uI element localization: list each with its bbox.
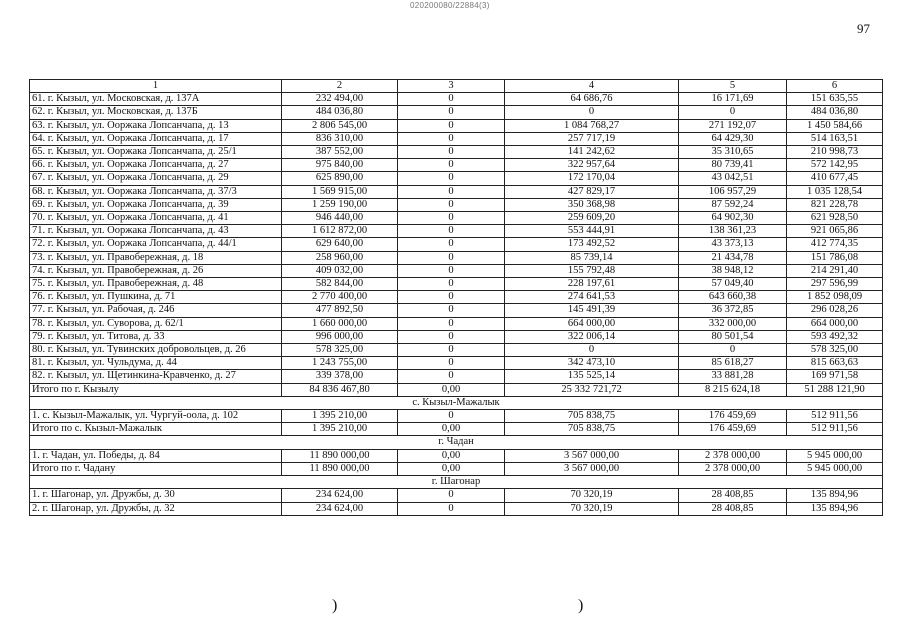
column-number-row xyxy=(30,80,883,93)
address-cell: 81. г. Кызыл, ул. Чульдума, д. 44 xyxy=(30,357,282,370)
value-cell: 0 xyxy=(679,344,787,357)
value-cell: 28 408,85 xyxy=(679,489,787,502)
value-cell: 51 288 121,90 xyxy=(787,383,883,396)
value-cell: 258 960,00 xyxy=(282,251,398,264)
address-cell: 75. г. Кызыл, ул. Правобережная, д. 48 xyxy=(30,278,282,291)
table-row xyxy=(30,238,883,251)
value-cell: 135 894,96 xyxy=(787,502,883,515)
value-cell: 0,00 xyxy=(398,449,505,462)
value-cell: 0 xyxy=(398,304,505,317)
address-cell: 2. г. Шагонар, ул. Дружбы, д. 32 xyxy=(30,502,282,515)
address-cell: 62. г. Кызыл, ул. Московская, д. 137Б xyxy=(30,106,282,119)
value-cell: 996 000,00 xyxy=(282,330,398,343)
value-cell: 921 065,86 xyxy=(787,225,883,238)
value-cell: 629 640,00 xyxy=(282,238,398,251)
table-row xyxy=(30,357,883,370)
value-cell: 0 xyxy=(398,317,505,330)
table-row xyxy=(30,172,883,185)
column-number: 2 xyxy=(282,80,398,93)
value-cell: 33 881,28 xyxy=(679,370,787,383)
value-cell: 0 xyxy=(398,93,505,106)
table-row xyxy=(30,132,883,145)
address-cell: 67. г. Кызыл, ул. Ооржака Лопсанчапа, д. 29 xyxy=(30,172,282,185)
value-cell: 514 163,51 xyxy=(787,132,883,145)
table-row xyxy=(30,225,883,238)
value-cell: 821 228,78 xyxy=(787,198,883,211)
value-cell: 409 032,00 xyxy=(282,264,398,277)
value-cell: 1 450 584,66 xyxy=(787,119,883,132)
value-cell: 0 xyxy=(398,198,505,211)
section-title: с. Кызыл-Мажалык xyxy=(30,396,883,409)
value-cell: 322 006,14 xyxy=(505,330,679,343)
value-cell: 621 928,50 xyxy=(787,212,883,225)
value-cell: 70 320,19 xyxy=(505,502,679,515)
value-cell: 1 035 128,54 xyxy=(787,185,883,198)
data-table xyxy=(29,79,883,516)
address-cell: 76. г. Кызыл, ул. Пушкина, д. 71 xyxy=(30,291,282,304)
table-row xyxy=(30,291,883,304)
value-cell: 176 459,69 xyxy=(679,423,787,436)
value-cell: 387 552,00 xyxy=(282,146,398,159)
value-cell: 477 892,50 xyxy=(282,304,398,317)
table-row xyxy=(30,198,883,211)
footer-mark: ) xyxy=(578,597,584,614)
address-cell: 79. г. Кызыл, ул. Титова, д. 33 xyxy=(30,330,282,343)
value-cell: 35 310,65 xyxy=(679,146,787,159)
column-number: 6 xyxy=(787,80,883,93)
value-cell: 815 663,63 xyxy=(787,357,883,370)
value-cell: 214 291,40 xyxy=(787,264,883,277)
value-cell: 169 971,58 xyxy=(787,370,883,383)
value-cell: 2 770 400,00 xyxy=(282,291,398,304)
table-row xyxy=(30,106,883,119)
address-cell: 69. г. Кызыл, ул. Ооржака Лопсанчапа, д. 39 xyxy=(30,198,282,211)
value-cell: 0,00 xyxy=(398,462,505,475)
table-row xyxy=(30,185,883,198)
value-cell: 87 592,24 xyxy=(679,198,787,211)
value-cell: 1 569 915,00 xyxy=(282,185,398,198)
value-cell: 705 838,75 xyxy=(505,410,679,423)
value-cell: 135 894,96 xyxy=(787,489,883,502)
address-cell: 1. с. Кызыл-Мажалык, ул. Чургуй-оола, д. 102 xyxy=(30,410,282,423)
value-cell: 0 xyxy=(398,238,505,251)
value-cell: 70 320,19 xyxy=(505,489,679,502)
value-cell: 106 957,29 xyxy=(679,185,787,198)
page-number: 97 xyxy=(857,21,870,36)
table-row xyxy=(30,159,883,172)
section-title: г. Шагонар xyxy=(30,476,883,489)
value-cell: 296 028,26 xyxy=(787,304,883,317)
value-cell: 0 xyxy=(398,159,505,172)
address-cell: 1. г. Чадан, ул. Победы, д. 84 xyxy=(30,449,282,462)
value-cell: 228 197,61 xyxy=(505,278,679,291)
value-cell: 176 459,69 xyxy=(679,410,787,423)
section-header-row xyxy=(30,396,883,409)
total-row xyxy=(30,423,883,436)
address-cell: 64. г. Кызыл, ул. Ооржака Лопсанчапа, д. 17 xyxy=(30,132,282,145)
table-row xyxy=(30,344,883,357)
address-cell: 80. г. Кызыл, ул. Тувинских добровольцев, д. 26 xyxy=(30,344,282,357)
value-cell: 0 xyxy=(398,489,505,502)
value-cell: 0 xyxy=(398,410,505,423)
value-cell: 2 806 545,00 xyxy=(282,119,398,132)
value-cell: 210 998,73 xyxy=(787,146,883,159)
value-cell: 80 501,54 xyxy=(679,330,787,343)
column-number: 5 xyxy=(679,80,787,93)
table-row xyxy=(30,93,883,106)
table-row xyxy=(30,251,883,264)
column-number: 1 xyxy=(30,80,282,93)
value-cell: 0 xyxy=(398,119,505,132)
value-cell: 151 786,08 xyxy=(787,251,883,264)
table-row xyxy=(30,410,883,423)
table-row xyxy=(30,304,883,317)
value-cell: 138 361,23 xyxy=(679,225,787,238)
value-cell: 484 036,80 xyxy=(282,106,398,119)
value-cell: 36 372,85 xyxy=(679,304,787,317)
address-cell: 68. г. Кызыл, ул. Ооржака Лопсанчапа, д. 37/3 xyxy=(30,185,282,198)
value-cell: 0 xyxy=(398,146,505,159)
value-cell: 0 xyxy=(398,172,505,185)
table-row xyxy=(30,278,883,291)
value-cell: 2 378 000,00 xyxy=(679,449,787,462)
document-id: 020200080/22884(3) xyxy=(410,1,490,10)
address-cell: 70. г. Кызыл, ул. Ооржака Лопсанчапа, д. 41 xyxy=(30,212,282,225)
total-row xyxy=(30,462,883,475)
value-cell: 0 xyxy=(398,225,505,238)
value-cell: 43 373,13 xyxy=(679,238,787,251)
value-cell: 297 596,99 xyxy=(787,278,883,291)
value-cell: 151 635,55 xyxy=(787,93,883,106)
address-cell: 82. г. Кызыл, ул. Щетинкина-Кравченко, д. 27 xyxy=(30,370,282,383)
value-cell: 16 171,69 xyxy=(679,93,787,106)
value-cell: 0 xyxy=(398,185,505,198)
value-cell: 64 429,30 xyxy=(679,132,787,145)
value-cell: 43 042,51 xyxy=(679,172,787,185)
value-cell: 11 890 000,00 xyxy=(282,462,398,475)
total-row xyxy=(30,383,883,396)
footer-mark: ) xyxy=(332,597,338,614)
value-cell: 3 567 000,00 xyxy=(505,462,679,475)
value-cell: 11 890 000,00 xyxy=(282,449,398,462)
table-row xyxy=(30,370,883,383)
address-cell: 73. г. Кызыл, ул. Правобережная, д. 18 xyxy=(30,251,282,264)
address-cell: Итого по г. Чадану xyxy=(30,462,282,475)
address-cell: 77. г. Кызыл, ул. Рабочая, д. 246 xyxy=(30,304,282,317)
table-row xyxy=(30,489,883,502)
value-cell: 1 395 210,00 xyxy=(282,410,398,423)
value-cell: 1 259 190,00 xyxy=(282,198,398,211)
value-cell: 0 xyxy=(398,251,505,264)
table-row xyxy=(30,317,883,330)
value-cell: 339 378,00 xyxy=(282,370,398,383)
value-cell: 0 xyxy=(505,344,679,357)
value-cell: 553 444,91 xyxy=(505,225,679,238)
value-cell: 946 440,00 xyxy=(282,212,398,225)
value-cell: 427 829,17 xyxy=(505,185,679,198)
value-cell: 512 911,56 xyxy=(787,423,883,436)
value-cell: 28 408,85 xyxy=(679,502,787,515)
value-cell: 172 170,04 xyxy=(505,172,679,185)
address-cell: 74. г. Кызыл, ул. Правобережная, д. 26 xyxy=(30,264,282,277)
value-cell: 234 624,00 xyxy=(282,502,398,515)
value-cell: 0 xyxy=(505,106,679,119)
table-row xyxy=(30,146,883,159)
value-cell: 80 739,41 xyxy=(679,159,787,172)
value-cell: 582 844,00 xyxy=(282,278,398,291)
section-header-row xyxy=(30,436,883,449)
value-cell: 25 332 721,72 xyxy=(505,383,679,396)
value-cell: 0 xyxy=(398,264,505,277)
address-cell: 65. г. Кызыл, ул. Ооржака Лопсанчапа, д. 25/1 xyxy=(30,146,282,159)
value-cell: 3 567 000,00 xyxy=(505,449,679,462)
value-cell: 1 660 000,00 xyxy=(282,317,398,330)
section-header-row xyxy=(30,476,883,489)
value-cell: 412 774,35 xyxy=(787,238,883,251)
value-cell: 0,00 xyxy=(398,383,505,396)
value-cell: 0 xyxy=(398,291,505,304)
value-cell: 0 xyxy=(398,502,505,515)
value-cell: 410 677,45 xyxy=(787,172,883,185)
value-cell: 975 840,00 xyxy=(282,159,398,172)
value-cell: 155 792,48 xyxy=(505,264,679,277)
address-cell: Итого по с. Кызыл-Мажалык xyxy=(30,423,282,436)
value-cell: 5 945 000,00 xyxy=(787,449,883,462)
address-cell: Итого по г. Кызылу xyxy=(30,383,282,396)
value-cell: 5 945 000,00 xyxy=(787,462,883,475)
table-row xyxy=(30,502,883,515)
value-cell: 271 192,07 xyxy=(679,119,787,132)
address-cell: 1. г. Шагонар, ул. Дружбы, д. 30 xyxy=(30,489,282,502)
value-cell: 625 890,00 xyxy=(282,172,398,185)
value-cell: 512 911,56 xyxy=(787,410,883,423)
value-cell: 664 000,00 xyxy=(505,317,679,330)
value-cell: 0 xyxy=(398,106,505,119)
value-cell: 0 xyxy=(398,212,505,225)
value-cell: 2 378 000,00 xyxy=(679,462,787,475)
value-cell: 332 000,00 xyxy=(679,317,787,330)
address-cell: 71. г. Кызыл, ул. Ооржака Лопсанчапа, д. 43 xyxy=(30,225,282,238)
value-cell: 1 084 768,27 xyxy=(505,119,679,132)
value-cell: 0 xyxy=(398,330,505,343)
value-cell: 85 739,14 xyxy=(505,251,679,264)
value-cell: 350 368,98 xyxy=(505,198,679,211)
value-cell: 578 325,00 xyxy=(282,344,398,357)
value-cell: 0 xyxy=(679,106,787,119)
value-cell: 1 612 872,00 xyxy=(282,225,398,238)
table-row xyxy=(30,330,883,343)
value-cell: 1 852 098,09 xyxy=(787,291,883,304)
value-cell: 173 492,52 xyxy=(505,238,679,251)
table-row xyxy=(30,212,883,225)
address-cell: 61. г. Кызыл, ул. Московская, д. 137А xyxy=(30,93,282,106)
value-cell: 0 xyxy=(398,344,505,357)
value-cell: 342 473,10 xyxy=(505,357,679,370)
value-cell: 21 434,78 xyxy=(679,251,787,264)
value-cell: 705 838,75 xyxy=(505,423,679,436)
value-cell: 232 494,00 xyxy=(282,93,398,106)
value-cell: 593 492,32 xyxy=(787,330,883,343)
value-cell: 141 242,62 xyxy=(505,146,679,159)
value-cell: 135 525,14 xyxy=(505,370,679,383)
value-cell: 322 957,64 xyxy=(505,159,679,172)
value-cell: 643 660,38 xyxy=(679,291,787,304)
value-cell: 64 902,30 xyxy=(679,212,787,225)
value-cell: 0,00 xyxy=(398,423,505,436)
section-title: г. Чадан xyxy=(30,436,883,449)
value-cell: 85 618,27 xyxy=(679,357,787,370)
address-cell: 72. г. Кызыл, ул. Ооржака Лопсанчапа, д. 44/1 xyxy=(30,238,282,251)
address-cell: 66. г. Кызыл, ул. Ооржака Лопсанчапа, д. 27 xyxy=(30,159,282,172)
value-cell: 484 036,80 xyxy=(787,106,883,119)
value-cell: 145 491,39 xyxy=(505,304,679,317)
value-cell: 259 609,20 xyxy=(505,212,679,225)
value-cell: 578 325,00 xyxy=(787,344,883,357)
value-cell: 836 310,00 xyxy=(282,132,398,145)
table-row xyxy=(30,449,883,462)
value-cell: 38 948,12 xyxy=(679,264,787,277)
value-cell: 257 717,19 xyxy=(505,132,679,145)
value-cell: 274 641,53 xyxy=(505,291,679,304)
value-cell: 0 xyxy=(398,370,505,383)
value-cell: 57 049,40 xyxy=(679,278,787,291)
address-cell: 63. г. Кызыл, ул. Ооржака Лопсанчапа, д. 13 xyxy=(30,119,282,132)
value-cell: 0 xyxy=(398,278,505,291)
value-cell: 572 142,95 xyxy=(787,159,883,172)
value-cell: 64 686,76 xyxy=(505,93,679,106)
value-cell: 664 000,00 xyxy=(787,317,883,330)
value-cell: 8 215 624,18 xyxy=(679,383,787,396)
table-row xyxy=(30,119,883,132)
column-number: 4 xyxy=(505,80,679,93)
column-number: 3 xyxy=(398,80,505,93)
value-cell: 1 243 755,00 xyxy=(282,357,398,370)
table-row xyxy=(30,264,883,277)
value-cell: 234 624,00 xyxy=(282,489,398,502)
value-cell: 84 836 467,80 xyxy=(282,383,398,396)
value-cell: 1 395 210,00 xyxy=(282,423,398,436)
value-cell: 0 xyxy=(398,132,505,145)
value-cell: 0 xyxy=(398,357,505,370)
address-cell: 78. г. Кызыл, ул. Суворова, д. 62/1 xyxy=(30,317,282,330)
